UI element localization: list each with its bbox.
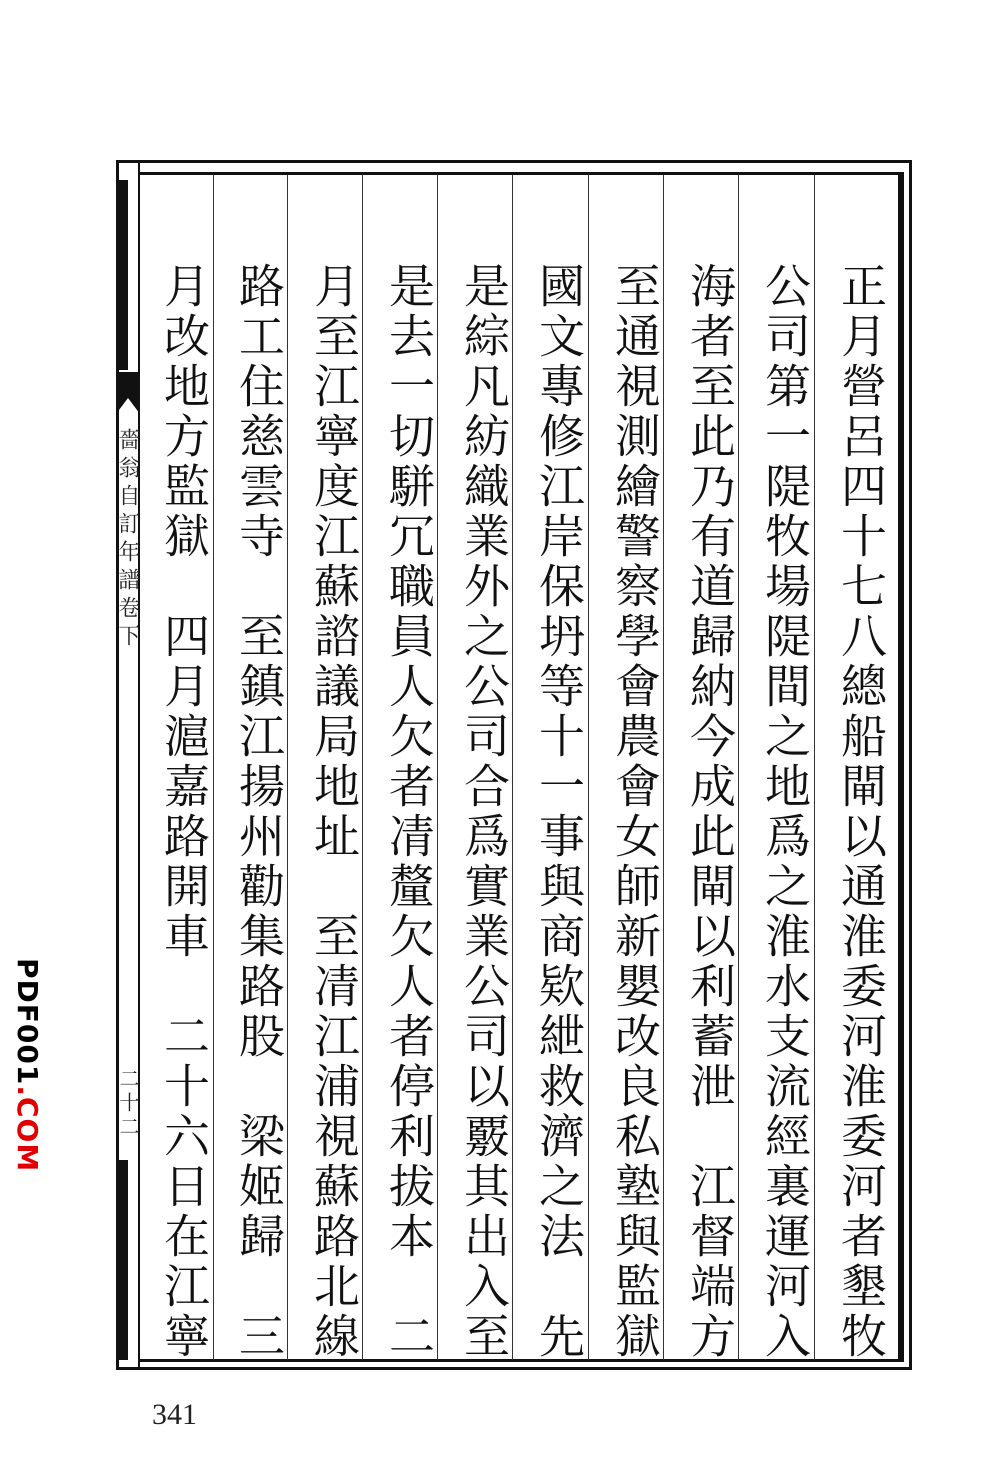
- column-rule: [814, 175, 815, 1360]
- text-column-8: 月至江寧度江蘇諮議局地址 至凊江浦視蘇路北線: [307, 262, 361, 1362]
- column-rule: [512, 175, 513, 1360]
- column-rule: [213, 175, 214, 1360]
- column-rule: [362, 175, 363, 1360]
- text-column-10: 月改地方監獄 四月滬嘉路開車 二十六日在江寧: [157, 262, 211, 1362]
- text-column-5: 國文專修江岸保坍等十一事與商欵紲救濟之法 先: [532, 262, 586, 1362]
- column-rule: [287, 175, 288, 1360]
- watermark-part2: .COM: [11, 1085, 44, 1173]
- text-column-7: 是去一切駢冗職員人欠者凊釐欠人者停利拔本 二: [382, 262, 436, 1362]
- spine-title: 嗇翁自訂年譜卷下: [115, 428, 140, 652]
- column-rule: [588, 175, 589, 1360]
- text-column-6: 是綜凡紡織業外之公司合爲實業公司以覈其出入至: [457, 262, 511, 1362]
- text-column-4: 至通視測繪警察學會農會女師新嬰改良私塾與監獄: [608, 262, 662, 1362]
- text-column-1: 正月營呂四十七八總船閘以通淮委河淮委河者墾牧: [834, 262, 888, 1362]
- column-rule: [738, 175, 739, 1360]
- spine-folio: 二十二: [116, 1068, 140, 1140]
- spine-bar-top: [118, 180, 128, 370]
- page-number: 341: [152, 1398, 197, 1431]
- text-column-3: 海者至此乃有道歸納今成此閘以利蓄泄 江督端方: [683, 262, 737, 1362]
- column-rule: [663, 175, 664, 1360]
- column-rule: [437, 175, 438, 1360]
- spine-bar-bottom: [118, 1160, 128, 1360]
- watermark: [4, 958, 44, 1172]
- text-column-2: 公司第一隄牧場隄間之地爲之淮水支流經裏運河入: [758, 262, 812, 1362]
- text-column-9: 路工住慈雲寺 至鎮江揚州勸集路股 梁姬歸 三: [232, 262, 286, 1362]
- watermark-part1: PDF001: [11, 958, 44, 1086]
